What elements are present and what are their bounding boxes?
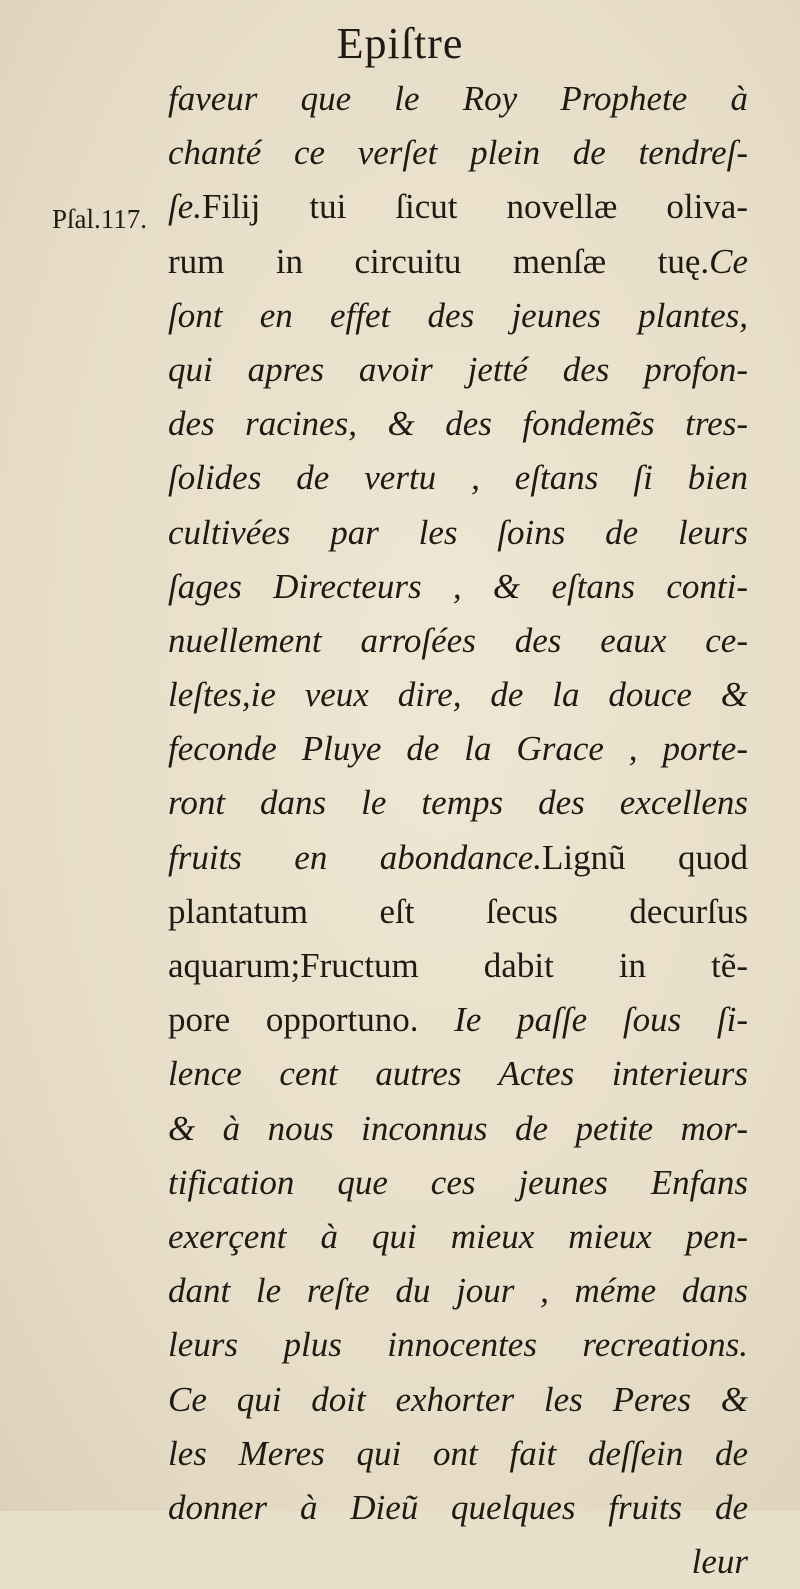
text-segment: ſe. [168, 187, 203, 227]
text-line [168, 722, 748, 776]
text-segment: leſtes,ie veux dire, de la douce & [168, 675, 748, 715]
text-segment: & à nous inconnus de petite mor- [168, 1108, 748, 1148]
text-line [168, 1156, 748, 1210]
text-line [168, 1373, 748, 1427]
text-segment: leurs plus innocentes recreations. [168, 1325, 748, 1365]
text-line [168, 1481, 748, 1535]
text-segment: dant le reſte du jour , méme dans [168, 1271, 748, 1311]
text-segment: aquarum;Fructum dabit in tẽ- [168, 946, 748, 985]
text-line [168, 1427, 748, 1481]
text-segment: ſont en effet des jeunes plantes, [168, 295, 748, 335]
text-segment: ſages Directeurs , & eſtans conti- [168, 566, 748, 606]
text-line [168, 126, 748, 180]
text-line [168, 1318, 748, 1372]
text-segment: des racines, & des fondemẽs tres- [168, 404, 748, 444]
text-line [168, 939, 748, 993]
text-segment: Filij tui ſicut novellæ oliva- [202, 187, 748, 227]
margin-note: Pſal.117. [52, 204, 148, 234]
text-segment: pore opportuno. [168, 1000, 455, 1040]
text-line [168, 885, 748, 939]
text-line [168, 289, 748, 343]
text-line [168, 776, 748, 830]
text-segment: rum in circuitu menſæ tuę. [168, 241, 710, 281]
text-line [168, 614, 748, 668]
text-segment: fruits en abondance. [168, 837, 543, 877]
text-line [168, 397, 748, 451]
text-segment: chanté ce verſet plein de tendreſ- [168, 133, 748, 173]
text-segment: exerçent à qui mieux mieux pen- [168, 1216, 748, 1256]
text-line [168, 993, 748, 1047]
text-segment: les Meres qui ont fait deſſein de [168, 1433, 748, 1473]
text-line [168, 1210, 748, 1264]
text-line [168, 72, 748, 126]
text-segment: Lignũ quod [542, 837, 748, 877]
text-segment: cultivées par les ſoins de leurs [168, 512, 748, 552]
text-segment: nuellement arroſées des eaux ce- [168, 620, 748, 660]
text-segment: plantatum eſt ſecus decurſus [168, 891, 748, 931]
text-segment: tification que ces jeunes Enfans [168, 1162, 748, 1202]
text-line [168, 668, 748, 722]
text-segment: ront dans le temps des excellens [168, 783, 748, 823]
text-line [168, 1264, 748, 1318]
text-segment: Ce [709, 241, 748, 281]
text-line [168, 235, 748, 289]
text-segment: feconde Pluye de la Grace , porte- [168, 729, 748, 769]
text-line [168, 506, 748, 560]
text-line [168, 451, 748, 505]
text-line [168, 560, 748, 614]
text-segment: Ce qui doit exhorter les Peres & [168, 1379, 748, 1419]
body-text [168, 72, 748, 1589]
text-line [168, 1102, 748, 1156]
running-head: Epiſtre [336, 19, 464, 68]
text-line [168, 180, 748, 234]
text-segment: donner à Dieũ quelques fruits de [168, 1487, 748, 1527]
text-segment: qui apres avoir jetté des profon- [168, 349, 748, 389]
text-segment: faveur que le Roy Prophete à [168, 79, 748, 118]
text-segment: ſolides de vertu , eſtans ſi bien [168, 458, 748, 498]
text-line [168, 831, 748, 885]
text-line [168, 1047, 748, 1101]
catchword: leur [691, 1542, 748, 1582]
text-segment: Ie paſſe ſous ſi- [454, 1000, 748, 1040]
text-line [168, 343, 748, 397]
text-segment: lence cent autres Actes interieurs [168, 1054, 748, 1094]
